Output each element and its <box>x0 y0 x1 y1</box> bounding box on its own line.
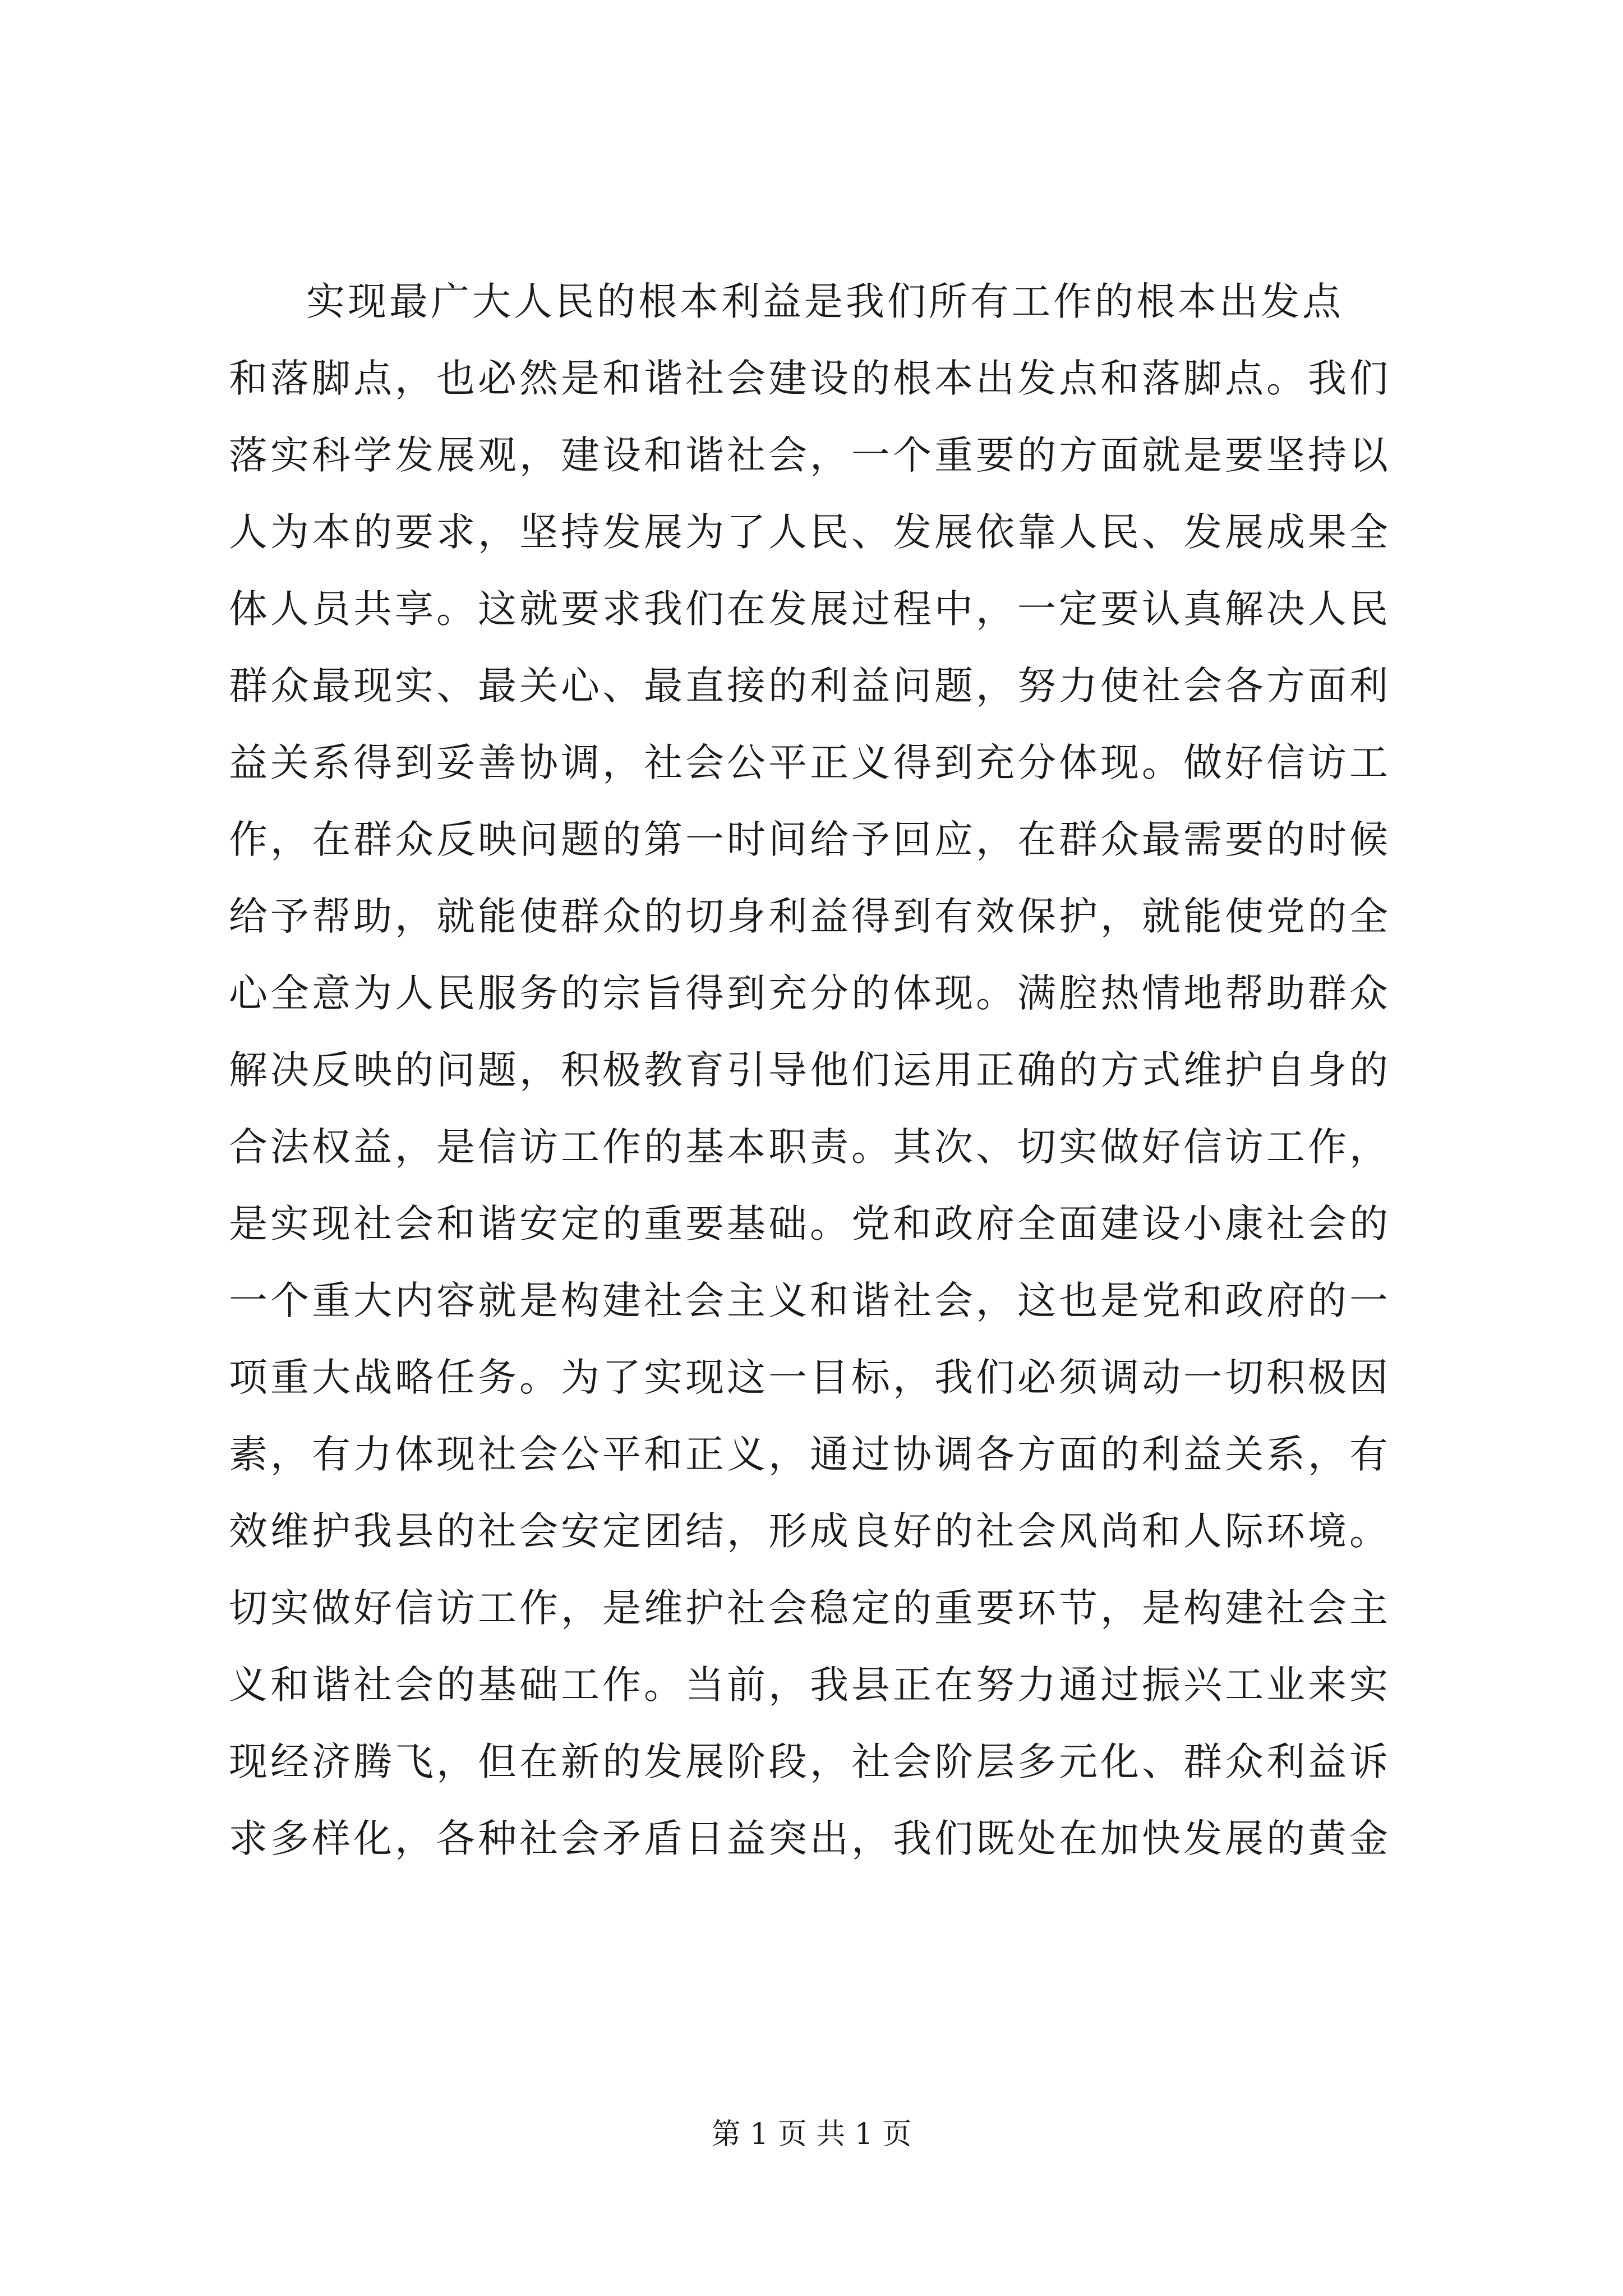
text-line: 素，有力体现社会公平和正义，通过协调各方面的利益关系，有 <box>229 1432 1391 1477</box>
text-line: 益关系得到妥善协调，社会公平正义得到充分体现。做好信访工 <box>229 740 1391 785</box>
text-line: 实现最广大人民的根本利益是我们所有工作的根本出发点 <box>306 279 1344 324</box>
text-line: 切实做好信访工作，是维护社会稳定的重要环节，是构建社会主 <box>229 1586 1391 1631</box>
body-text <box>229 264 1418 1878</box>
text-line: 群众最现实、最关心、最直接的利益问题，努力使社会各方面利 <box>229 664 1391 708</box>
text-line: 现经济腾飞，但在新的发展阶段，社会阶层多元化、群众利益诉 <box>229 1740 1391 1784</box>
text-line: 解决反映的问题，积极教育引导他们运用正确的方式维护自身的 <box>229 1048 1391 1093</box>
text-line: 人为本的要求，坚持发展为了人民、发展依靠人民、发展成果全 <box>229 510 1391 555</box>
text-line: 义和谐社会的基础工作。当前，我县正在努力通过振兴工业来实 <box>229 1663 1391 1708</box>
text-line: 求多样化，各种社会矛盾日益突出，我们既处在加快发展的黄金 <box>229 1816 1391 1861</box>
page-footer: 第 1 页 共 1 页 <box>711 2118 912 2151</box>
text-line: 和落脚点，也必然是和谐社会建设的根本出发点和落脚点。我们 <box>229 356 1391 401</box>
text-line: 项重大战略任务。为了实现这一目标，我们必须调动一切积极因 <box>229 1355 1391 1400</box>
text-line: 是实现社会和谐安定的重要基础。党和政府全面建设小康社会的 <box>229 1202 1391 1246</box>
text-line: 效维护我县的社会安定团结，形成良好的社会风尚和人际环境。 <box>229 1509 1391 1554</box>
text-line: 合法权益，是信访工作的基本职责。其次、切实做好信访工作， <box>229 1125 1391 1170</box>
text-line: 体人员共享。这就要求我们在发展过程中，一定要认真解决人民 <box>229 587 1391 632</box>
text-line: 给予帮助，就能使群众的切身利益得到有效保护，就能使党的全 <box>229 894 1391 939</box>
text-line: 落实科学发展观，建设和谐社会，一个重要的方面就是要坚持以 <box>229 433 1391 478</box>
text-line: 一个重大内容就是构建社会主义和谐社会，这也是党和政府的一 <box>229 1278 1391 1323</box>
text-line: 作，在群众反映问题的第一时间给予回应，在群众最需要的时候 <box>229 817 1391 862</box>
text-line: 心全意为人民服务的宗旨得到充分的体现。满腔热情地帮助群众 <box>229 971 1391 1016</box>
